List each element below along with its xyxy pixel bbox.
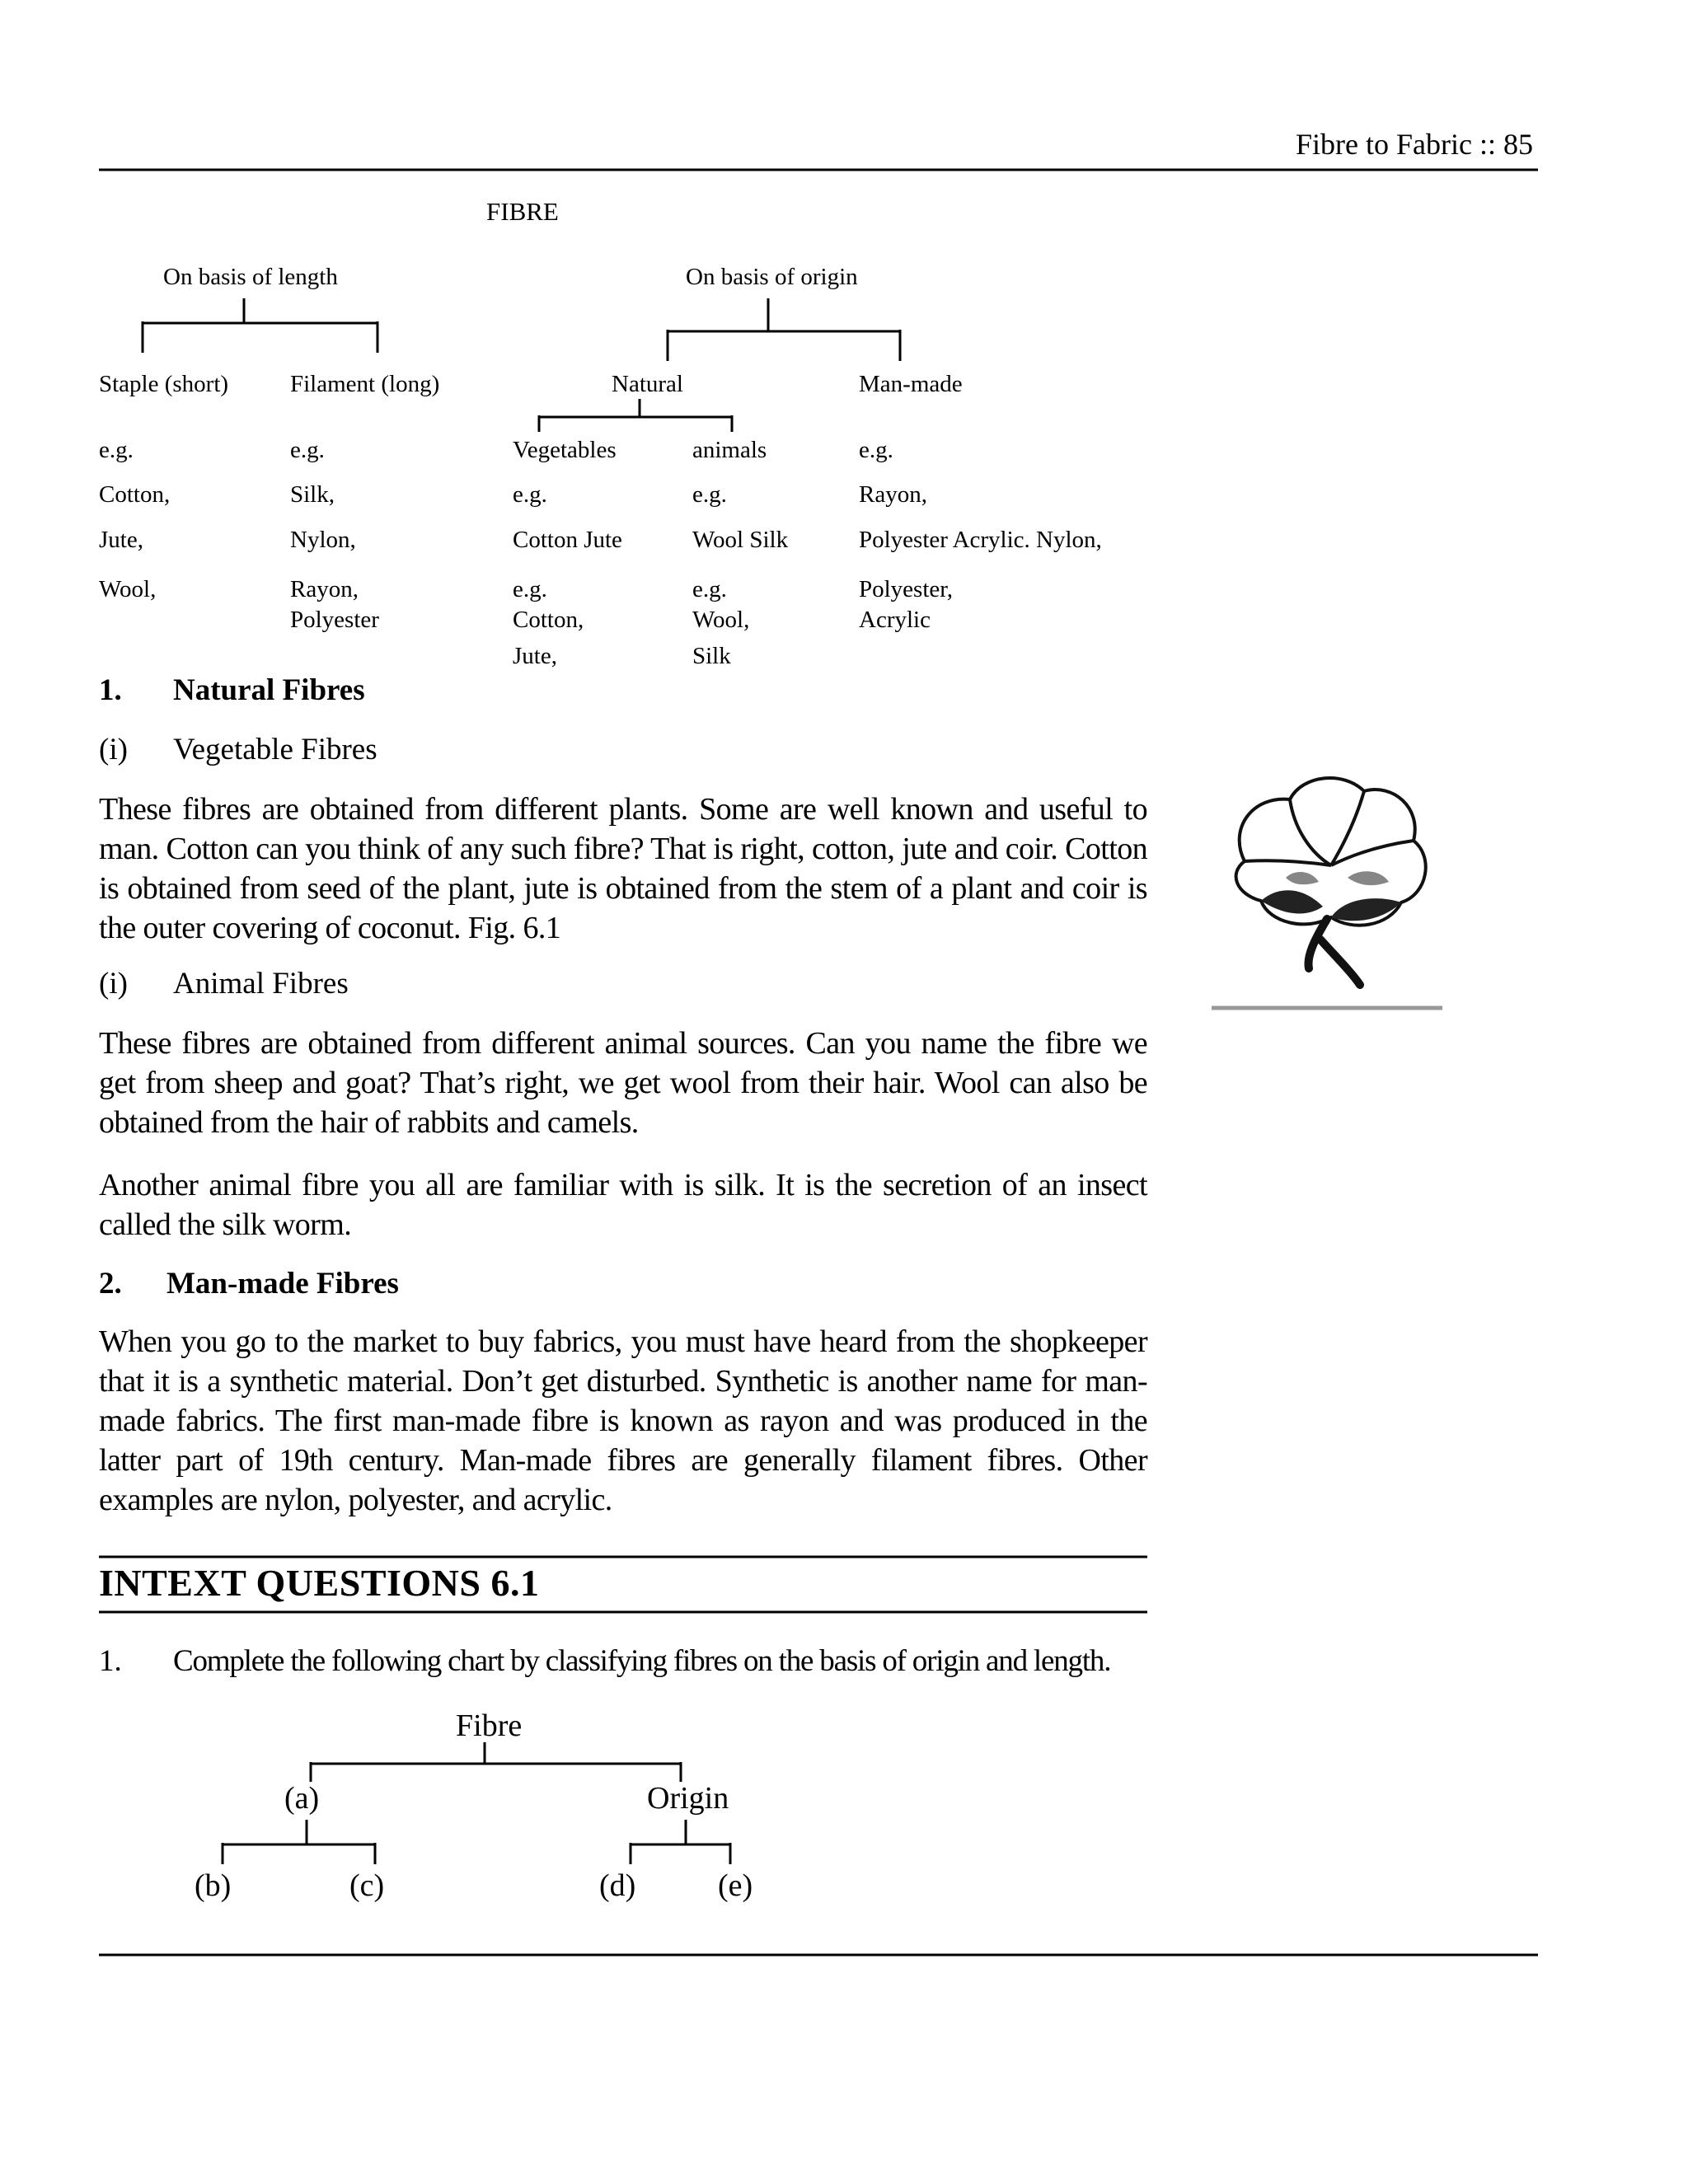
vegetables-label: Vegetables — [513, 437, 617, 463]
manmade-item: Polyester, — [859, 576, 954, 602]
veg-item: Jute, — [513, 643, 557, 669]
natural-label: Natural — [612, 371, 683, 397]
paragraph-vegetable-fibres: These fibres are obtained from different plants. Some are well known and useful to man. Cotton can you think of any such fibre? That is right, cotton, jute and coir. Cotton is obtained from seed of the plant, jute is obtained from the stem of a plant and coir is the outer covering of coconut. Fig. 6.1 — [99, 792, 1147, 945]
origin-group-label: On basis of origin — [686, 264, 858, 290]
staple-item: Jute, — [99, 527, 143, 553]
manmade-item: Rayon, — [859, 481, 927, 508]
q-chart-root-label: Fibre — [456, 1708, 523, 1743]
paragraph-silk: Another animal fibre you all are familiar with is silk. It is the secretion of an insect called the silk worm. — [99, 1168, 1147, 1242]
filament-item: e.g. — [290, 437, 325, 463]
q-chart-blank-d: (d) — [599, 1868, 636, 1903]
filament-item: Rayon, — [290, 576, 359, 602]
veg-item: e.g. — [513, 481, 547, 508]
filament-label: Filament (long) — [290, 371, 440, 397]
manmade-item: Acrylic — [859, 607, 931, 633]
animals-label: animals — [692, 437, 767, 463]
manmade-item: Polyester Acrylic. Nylon, — [859, 527, 1102, 553]
question-number: 1. — [99, 1644, 122, 1678]
intext-questions-title: INTEXT QUESTIONS 6.1 — [99, 1562, 540, 1604]
section-title: Natural Fibres — [173, 673, 365, 707]
staple-item: Cotton, — [99, 481, 171, 508]
q-chart-blank-c: (c) — [349, 1868, 385, 1903]
veg-item: e.g. — [513, 576, 547, 602]
q-chart-blank-a: (a) — [284, 1781, 320, 1816]
filament-item: Nylon, — [290, 527, 356, 553]
subsection-title: Animal Fibres — [173, 967, 349, 1001]
animal-item: Silk — [692, 643, 731, 669]
chart-root-label: FIBRE — [486, 197, 559, 226]
subsection-title: Vegetable Fibres — [173, 733, 377, 766]
veg-item: Cotton, — [513, 607, 584, 633]
section-title: Man-made Fibres — [166, 1267, 399, 1301]
section-number: 2. — [99, 1267, 122, 1301]
animal-item: Wool, — [692, 607, 750, 633]
q-chart-blank-b: (b) — [195, 1868, 232, 1903]
section-number: 1. — [99, 673, 122, 707]
manmade-label: Man-made — [859, 371, 963, 397]
paragraph-animal-fibres: These fibres are obtained from different animal sources. Can you name the fibre we get from sheep and goat? That’s right, we get wool from their hair. Wool can also be obtained from the hair of rabbits and camels. — [99, 1026, 1147, 1140]
staple-item: e.g. — [99, 437, 134, 463]
staple-item: Wool, — [99, 576, 157, 602]
filament-item: Polyester — [290, 607, 379, 633]
manmade-item: e.g. — [859, 437, 893, 463]
animal-item: Wool Silk — [692, 527, 789, 553]
question-text: Complete the following chart by classifying fibres on the basis of origin and length. — [173, 1644, 1111, 1678]
staple-label: Staple (short) — [99, 371, 229, 397]
running-header: Fibre to Fabric :: 85 — [1296, 128, 1533, 161]
subsection-number: (i) — [99, 733, 128, 766]
veg-item: Cotton Jute — [513, 527, 622, 553]
cotton-boll-illustration — [1212, 762, 1451, 1018]
q-chart-origin-label: Origin — [647, 1781, 729, 1816]
filament-item: Silk, — [290, 481, 335, 508]
animal-item: e.g. — [692, 576, 727, 602]
animal-item: e.g. — [692, 481, 727, 508]
paragraph-man-made-fibres: When you go to the market to buy fabrics, you must have heard from the shopkeeper that it is a synthetic material. Don’t get disturbed. Synthetic is another name for man-made fabrics. The first man-made fibre is known as rayon and was produced in the latter part of 19th century. Man-made fibres are generally filament fibres. Other examples are nylon, polyester, and acrylic. — [99, 1324, 1147, 1517]
q-chart-blank-e: (e) — [718, 1868, 753, 1903]
subsection-number: (i) — [99, 967, 128, 1001]
length-group-label: On basis of length — [163, 264, 338, 290]
